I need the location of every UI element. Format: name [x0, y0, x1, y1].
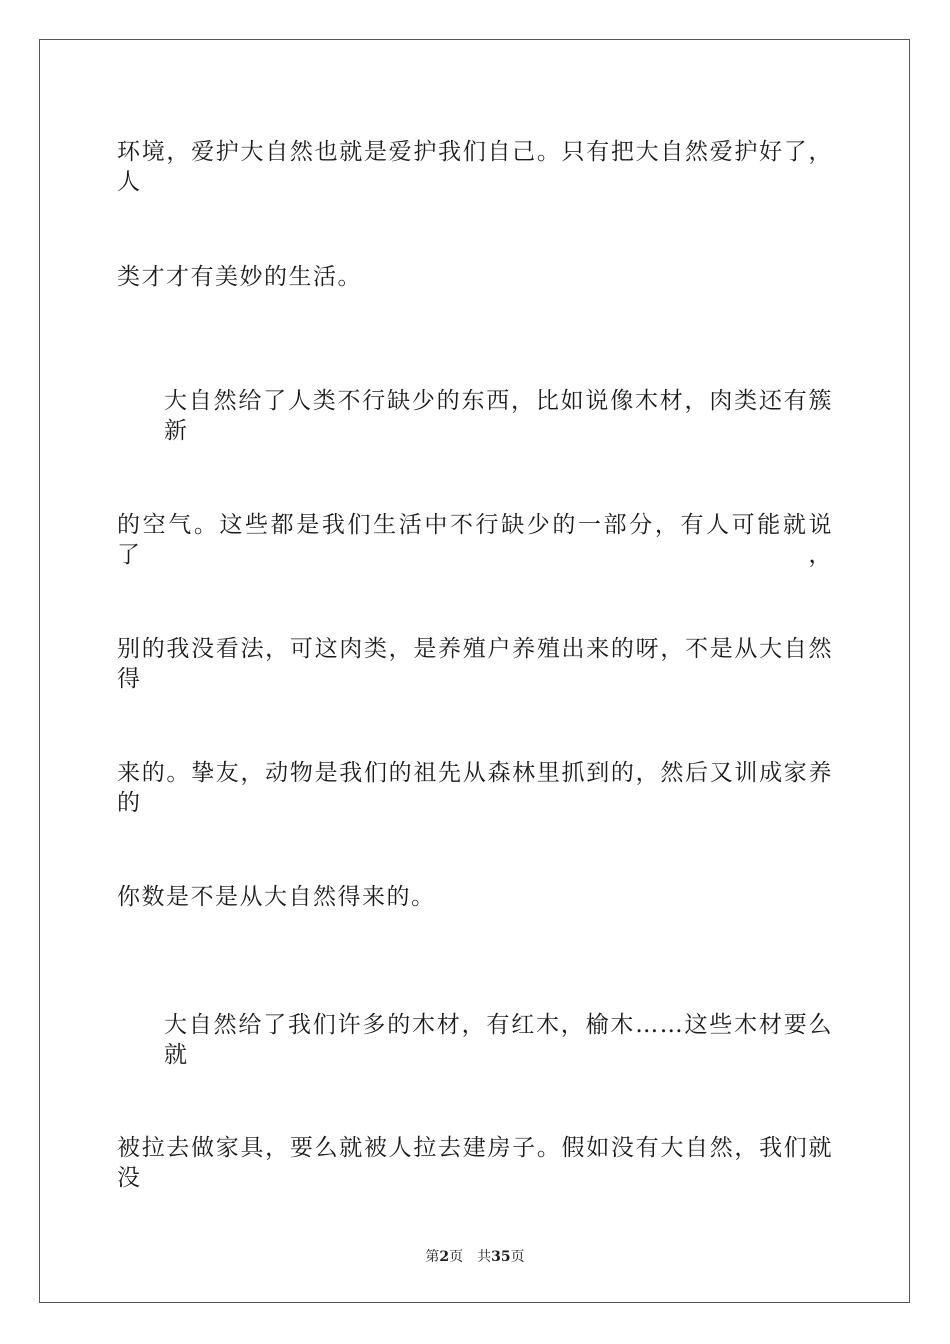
text-line-6: 来的。挚友，动物是我们的祖先从森林里抓到的，然后又训成家养的: [117, 760, 833, 816]
page-suffix: 页: [449, 1249, 464, 1265]
text-line-8: 大自然给了我们许多的木材，有红木，榆木……这些木材要么就: [164, 1012, 833, 1068]
page-total: 35: [491, 1249, 511, 1265]
text-line-4: 的空气。这些都是我们生活中不行缺少的一部分，有人可能就说了，: [117, 512, 833, 568]
page-current: 2: [439, 1249, 450, 1265]
text-line-9: 被拉去做家具，要么就被人拉去建房子。假如没有大自然，我们就没: [117, 1135, 833, 1191]
page-footer: [0, 1248, 950, 1266]
total-suffix: 页: [510, 1249, 525, 1265]
text-line-7: 你数是不是从大自然得来的。: [117, 884, 436, 910]
page-prefix: 第: [425, 1249, 440, 1265]
text-line-1: 环境，爱护大自然也就是爱护我们自己。只有把大自然爱护好了，人: [117, 139, 833, 195]
text-line-2: 类才才有美妙的生活。: [117, 264, 362, 290]
text-line-3: 大自然给了人类不行缺少的东西，比如说像木材，肉类还有簇新: [164, 388, 833, 444]
text-line-5: 别的我没看法，可这肉类，是养殖户养殖出来的呀，不是从大自然得: [117, 636, 833, 692]
total-prefix: 共: [477, 1249, 492, 1265]
